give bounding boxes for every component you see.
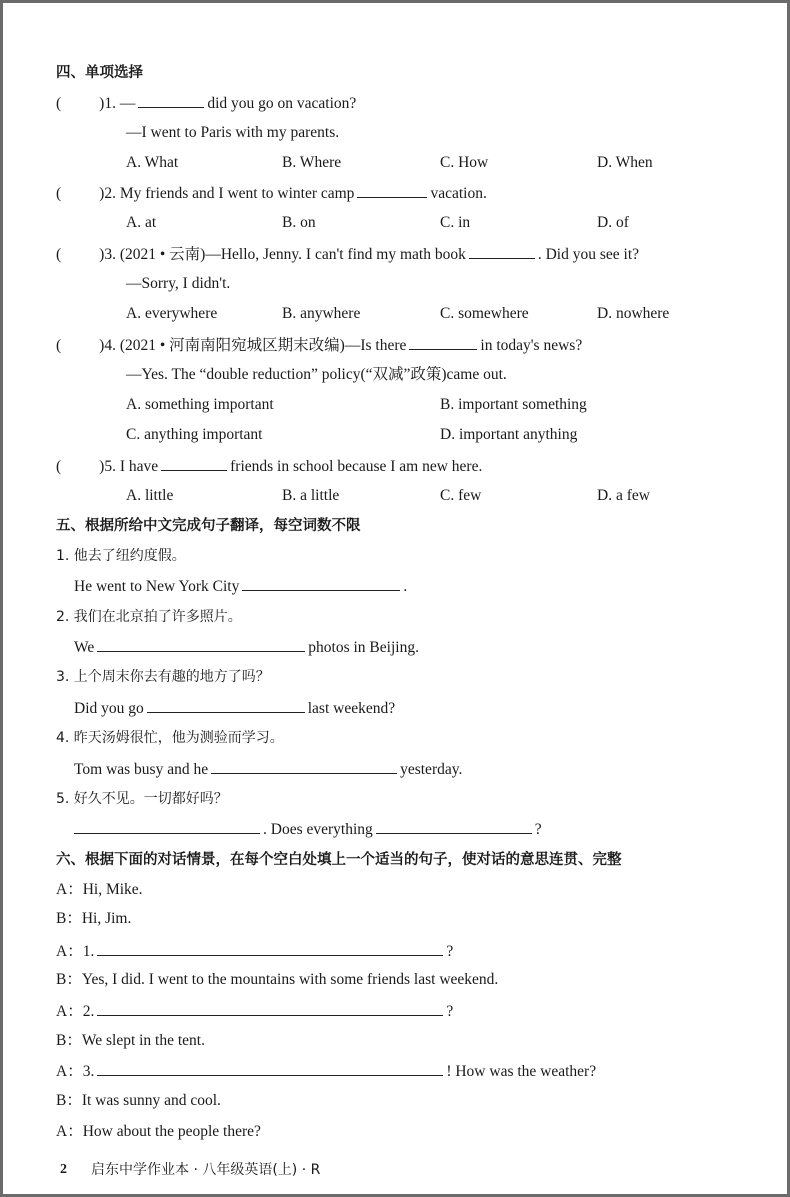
option: B. Where [282, 154, 342, 171]
option: B. on [282, 214, 316, 231]
q3-reply: —Sorry, I didn't. [126, 275, 231, 292]
section-4-title: 四、单项选择 [56, 65, 143, 81]
option: B. a little [282, 487, 340, 504]
translation-4: Tom was busy and he yesterday. [74, 758, 462, 780]
option: D. of [597, 214, 629, 231]
answer-blank[interactable] [376, 818, 532, 834]
answer-blank[interactable] [138, 92, 204, 108]
prompt-cn: 3. 上个周末你去有趣的地方了吗？ [56, 669, 270, 685]
answer-blank[interactable] [97, 940, 443, 956]
option: C. How [440, 154, 489, 171]
option: A. something important [126, 396, 274, 413]
option: D. a few [597, 487, 650, 504]
dialogue-line: B：It was sunny and cool. [56, 1092, 221, 1109]
option: C. in [440, 214, 471, 231]
dialogue-line: A：Hi, Mike. [56, 881, 143, 898]
section-5-title: 五、根据所给中文完成句子翻译，每空词数不限 [56, 518, 361, 534]
option: D. When [597, 154, 653, 171]
option: B. anywhere [282, 305, 361, 322]
dialogue-line: B：Yes, I did. I went to the mountains with some friends last weekend. [56, 971, 499, 988]
answer-blank[interactable] [357, 182, 427, 198]
dialogue-line: A：3. ! How was the weather? [56, 1060, 596, 1082]
worksheet-page [3, 3, 787, 1194]
dialogue-line: A：How about the people there? [56, 1123, 261, 1140]
translation-1: He went to New York City . [74, 575, 407, 597]
prompt-cn: 1. 他去了纽约度假。 [56, 548, 186, 564]
option: A. everywhere [126, 305, 218, 322]
question-5: ( )5. I have friends in school because I am new here. [56, 455, 482, 477]
dialogue-line: B：We slept in the tent. [56, 1032, 205, 1049]
dialogue-line: B：Hi, Jim. [56, 910, 132, 927]
translation-2: We photos in Beijing. [74, 636, 419, 658]
answer-blank[interactable] [97, 1000, 443, 1016]
dialogue-line: A：1. ? [56, 940, 453, 962]
answer-blank[interactable] [147, 697, 305, 713]
q4-reply: —Yes. The “double reduction” policy(“双减”政策)came out. [126, 366, 507, 383]
option: C. anything important [126, 426, 263, 443]
dialogue-line: A：2. ? [56, 1000, 453, 1022]
option: C. somewhere [440, 305, 529, 322]
answer-blank[interactable] [161, 455, 227, 471]
option: A. little [126, 487, 174, 504]
translation-3: Did you go last weekend? [74, 697, 395, 719]
question-3: ( )3. (2021 • 云南)—Hello, Jenny. I can't find my math book . Did you see it? [56, 243, 639, 265]
option: C. few [440, 487, 482, 504]
option: D. important anything [440, 426, 578, 443]
translation-5: . Does everything ? [71, 818, 542, 840]
option: A. at [126, 214, 157, 231]
answer-blank[interactable] [469, 243, 535, 259]
answer-blank[interactable] [97, 636, 305, 652]
q1-reply: —I went to Paris with my parents. [126, 124, 340, 141]
footer-title: 启东中学作业本 · 八年级英语(上) · R [91, 1162, 321, 1178]
option: D. nowhere [597, 305, 670, 322]
page-number: 2 [60, 1162, 67, 1177]
option: B. important something [440, 396, 587, 413]
prompt-cn: 5. 好久不见。一切都好吗？ [56, 791, 228, 807]
question-1: ( )1. — did you go on vacation? [56, 92, 356, 114]
question-4: ( )4. (2021 • 河南南阳宛城区期末改编)—Is there in today's news? [56, 334, 582, 356]
answer-blank[interactable] [97, 1060, 443, 1076]
prompt-cn: 2. 我们在北京拍了许多照片。 [56, 609, 242, 625]
section-6-title: 六、根据下面的对话情景，在每个空白处填上一个适当的句子，使对话的意思连贯、完整 [56, 852, 622, 868]
answer-blank[interactable] [242, 575, 400, 591]
answer-blank[interactable] [409, 334, 477, 350]
option: A. What [126, 154, 179, 171]
prompt-cn: 4. 昨天汤姆很忙，他为测验而学习。 [56, 730, 284, 746]
answer-blank[interactable] [211, 758, 397, 774]
answer-blank[interactable] [74, 818, 260, 834]
question-2: ( )2. My friends and I went to winter camp vacation. [56, 182, 487, 204]
